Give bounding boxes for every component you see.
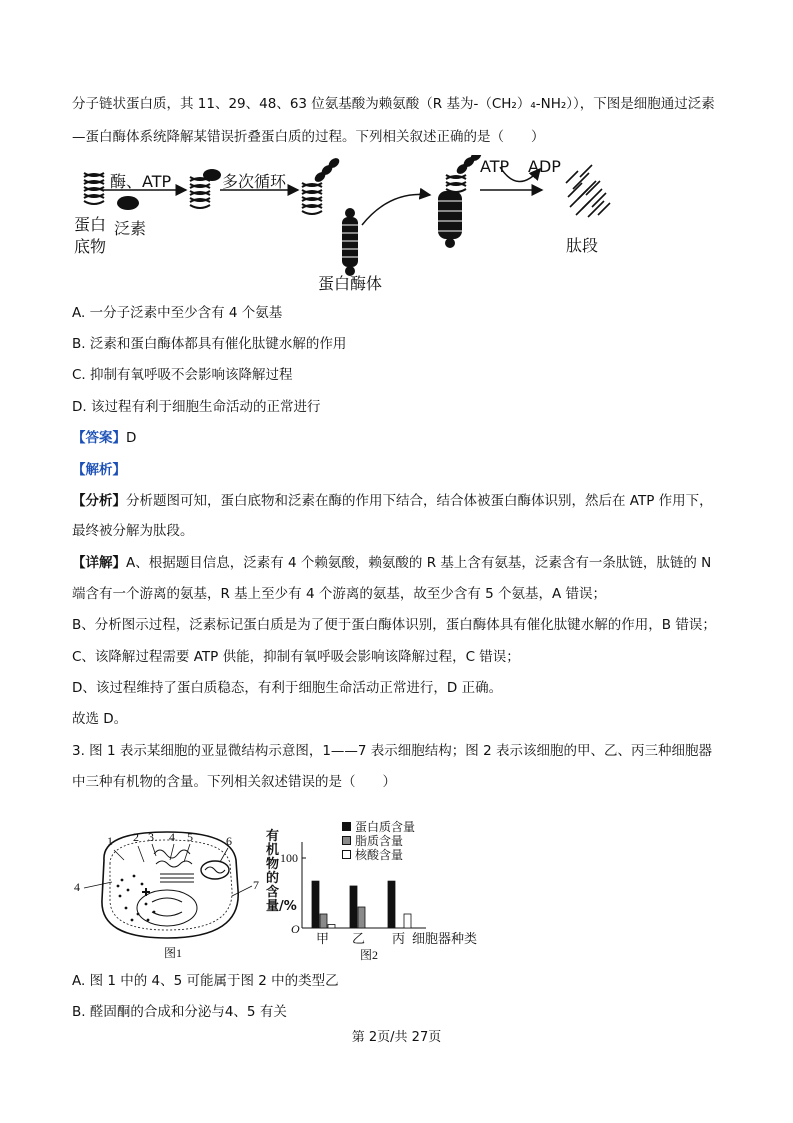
cell-diagram-figure: [72, 820, 262, 960]
q2-option-d: D. 该过程有利于细胞生命活动的正常进行: [72, 399, 321, 415]
peptide-fragments-icon: [566, 165, 610, 217]
organelle-chart-figure: [262, 818, 492, 964]
fig1-number-4: 4: [169, 830, 175, 844]
detail-b: B、分析图示过程，泛素标记蛋白质是为了便于蛋白酶体识别，蛋白酶体具有催化肽键水解的作用，B 错误；: [72, 617, 716, 633]
analysis-heading: [72, 460, 732, 480]
adp-label: ADP: [528, 157, 561, 176]
origin-label: O: [291, 922, 300, 936]
legend-label-protein: 蛋白质含量: [355, 820, 416, 834]
y-tick-label-100: 100: [280, 851, 298, 865]
substrate-label-1: 蛋白: [74, 215, 107, 234]
polyubiquitin-coil: [302, 183, 322, 214]
fenxi-text-1: 分析题图可知，蛋白底物和泛素在酶的作用下结合，结合体被蛋白酶体识别，然后在 ATP 作用下，: [126, 493, 713, 509]
legend-item-lipid: [342, 834, 415, 848]
bar-丙-核酸含量: [404, 914, 411, 928]
fenxi-line1: [72, 491, 732, 511]
fig1-number-5: 5: [187, 830, 193, 844]
bar-甲-核酸含量: [328, 925, 335, 929]
fig1-number-6: 6: [226, 834, 232, 848]
q2-stem-line2: —蛋白酶体系统降解某错误折叠蛋白质的过程。下列相关叙述正确的是（ ）: [72, 129, 545, 145]
cycles-label: 多次循环: [222, 172, 287, 191]
x-axis-label: 细胞器种类: [412, 931, 478, 946]
ubiquitin-label: 泛素: [114, 219, 147, 238]
enzyme-atp-label: 酶、ATP: [110, 172, 172, 191]
q3-stem-line2: 中三种有机物的含量。下列相关叙述错误的是（ ）: [72, 774, 396, 790]
fenxi-line2: 最终被分解为肽段。: [72, 523, 194, 539]
fig1-number-2: 2: [133, 830, 139, 844]
arrow-3: [362, 194, 430, 225]
q2-stem-line1: 分子链状蛋白质，其 11、29、48、63 位氨基酸为赖氨酸（R 基为-（CH₂）₄-NH₂）），下图是细胞通过泛素: [72, 96, 715, 112]
x-category-0: 甲: [316, 931, 330, 946]
q3-stem-line1: 3. 图 1 表示某细胞的亚显微结构示意图，1——7 表示细胞结构；图 2 表示该细胞的甲、乙、丙三种细胞器: [72, 743, 712, 759]
legend-item-nucleic: [342, 848, 415, 862]
bar-甲-脂质含量: [320, 914, 327, 928]
ubiquitin-chain-icon: [313, 156, 341, 184]
legend-swatch-nucleic: [342, 850, 351, 859]
answer-tag: 【答案】: [72, 430, 126, 446]
peptide-label: 肽段: [566, 236, 599, 255]
fig2-caption: 图2: [360, 948, 379, 962]
xiangjie-tag: 【详解】: [72, 555, 126, 571]
q3-option-b: B. 醛固酮的合成和分泌与4、5 有关: [72, 1004, 287, 1020]
detail-c: C、该降解过程需要 ATP 供能，抑制有氧呼吸会影响该降解过程，C 错误；: [72, 649, 520, 665]
x-category-2: 丙: [392, 931, 406, 946]
legend-label-nucleic: 核酸含量: [355, 848, 404, 862]
y-axis-label: 有机物的含量/%: [266, 829, 297, 914]
xiangjie-line1: [72, 553, 732, 573]
answer-value: D: [126, 430, 137, 446]
q3-option-a: A. 图 1 中的 4、5 可能属于图 2 中的类型乙: [72, 973, 339, 989]
protein-substrate-coil: [84, 173, 104, 204]
bar-丙-蛋白质含量: [388, 881, 395, 928]
substrate-label-2: 底物: [74, 237, 107, 256]
proteasome-label: 蛋白酶体: [318, 274, 383, 293]
page-footer: 第 2页/共 27页: [351, 1030, 442, 1045]
legend-swatch-lipid: [342, 836, 351, 845]
fig1-number-3: 3: [148, 830, 154, 844]
tagged-substrate-coil: [190, 177, 210, 208]
ubiquitin-proteasome-figure: [70, 155, 730, 300]
answer-line: [72, 428, 732, 448]
xiangjie-text-1: A、根据题目信息，泛素有 4 个赖氨酸，赖氨酸的 R 基上含有氨基，泛素含有一条肽链，肽链的 N: [126, 555, 712, 571]
bar-乙-蛋白质含量: [350, 886, 357, 928]
analysis-tag: 【解析】: [72, 462, 126, 478]
q2-option-a: A. 一分子泛素中至少含有 4 个氨基: [72, 305, 283, 321]
chart-legend: [342, 820, 415, 862]
ubiquitin-icon: [203, 169, 221, 181]
legend-item-protein: [342, 820, 415, 834]
legend-swatch-protein: [342, 822, 351, 831]
detail-d: D、该过程维持了蛋白质稳态，有利于细胞生命活动正常进行，D 正确。: [72, 680, 503, 696]
fig1-number-1: 1: [107, 834, 113, 848]
fig1-number-7: 7: [253, 878, 259, 892]
conclusion: 故选 D。: [72, 711, 128, 727]
q2-option-c: C. 抑制有氧呼吸不会影响该降解过程: [72, 367, 293, 383]
q2-option-b: B. 泛素和蛋白酶体都具有催化肽键水解的作用: [72, 336, 347, 352]
ubiquitin-icon: [117, 196, 139, 210]
x-category-1: 乙: [352, 931, 366, 946]
cell-diagram-svg: [72, 820, 262, 960]
legend-label-lipid: 脂质含量: [355, 834, 404, 848]
xiangjie-line2: 端含有一个游离的氨基，R 基上至少有 4 个游离的氨基，故至少含有 5 个氨基，A 错误；: [72, 586, 607, 602]
bar-甲-蛋白质含量: [312, 881, 319, 928]
fenxi-tag: 【分析】: [72, 493, 126, 509]
bar-乙-脂质含量: [358, 907, 365, 928]
proteasome-complex-icon: [438, 155, 483, 248]
proteasome-icon: [342, 208, 358, 276]
fig1-number-4b: 4: [74, 880, 80, 894]
fig1-caption: 图1: [164, 946, 183, 960]
cell-membrane: [102, 832, 238, 938]
atp-label: ATP: [480, 157, 510, 176]
